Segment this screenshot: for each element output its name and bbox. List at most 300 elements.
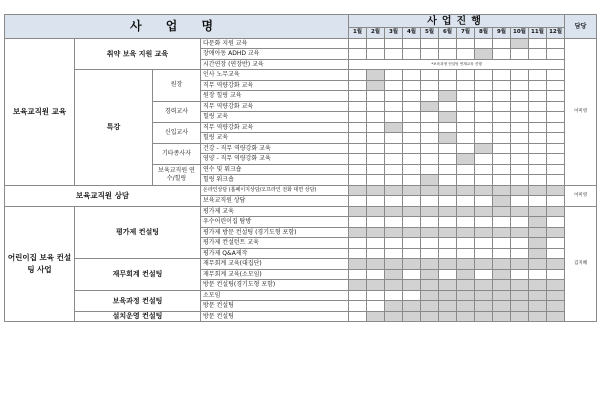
month-cell xyxy=(547,311,565,322)
owner-education: 이미영 xyxy=(565,38,597,185)
month-cell xyxy=(385,185,403,196)
month-cell xyxy=(511,143,529,154)
month-cell xyxy=(403,301,421,312)
month-cell xyxy=(511,259,529,270)
month-cell xyxy=(547,185,565,196)
month-cell xyxy=(547,101,565,112)
month-cell xyxy=(475,248,493,259)
month-cell xyxy=(385,259,403,270)
month-cell xyxy=(349,248,367,259)
group-director: 원장 xyxy=(153,70,201,102)
month-cell xyxy=(439,101,457,112)
month-cell xyxy=(457,290,475,301)
month-cell xyxy=(493,290,511,301)
month-cell xyxy=(349,80,367,91)
month-cell xyxy=(403,154,421,165)
month-cell xyxy=(349,217,367,228)
month-cell xyxy=(511,227,529,238)
month-cell xyxy=(403,196,421,207)
month-cell xyxy=(367,154,385,165)
month-cell xyxy=(529,143,547,154)
month-cell xyxy=(493,70,511,81)
month-cell xyxy=(439,217,457,228)
month-cell xyxy=(439,112,457,123)
month-cell xyxy=(493,206,511,217)
month-cell xyxy=(547,196,565,207)
month-header: 4월 xyxy=(403,28,421,39)
month-cell xyxy=(547,301,565,312)
month-cell xyxy=(493,175,511,186)
month-cell xyxy=(349,112,367,123)
month-cell xyxy=(439,38,457,49)
month-header: 7월 xyxy=(457,28,475,39)
month-cell xyxy=(457,206,475,217)
month-cell xyxy=(439,238,457,249)
month-cell xyxy=(421,238,439,249)
month-cell xyxy=(529,301,547,312)
month-cell xyxy=(475,206,493,217)
month-cell xyxy=(511,269,529,280)
owner-counsel: 이미영 xyxy=(565,185,597,206)
month-cell xyxy=(403,206,421,217)
month-cell xyxy=(457,280,475,291)
month-cell xyxy=(457,70,475,81)
month-cell xyxy=(439,185,457,196)
month-cell xyxy=(421,164,439,175)
month-cell xyxy=(349,38,367,49)
month-cell xyxy=(367,290,385,301)
month-cell xyxy=(385,206,403,217)
month-cell xyxy=(529,101,547,112)
month-cell xyxy=(547,217,565,228)
month-cell xyxy=(421,101,439,112)
row-note: *보육과정 컨설팅 연계교육 진행 xyxy=(349,59,565,70)
month-cell xyxy=(403,175,421,186)
plan-row xyxy=(5,206,597,217)
month-cell xyxy=(475,80,493,91)
subcategory-facility: 설치운영 컨설팅 xyxy=(75,311,201,322)
month-cell xyxy=(457,269,475,280)
month-cell xyxy=(349,196,367,207)
month-cell xyxy=(439,301,457,312)
month-cell xyxy=(457,49,475,60)
month-cell xyxy=(421,175,439,186)
month-cell xyxy=(547,248,565,259)
month-cell xyxy=(475,311,493,322)
month-cell xyxy=(367,248,385,259)
program-item: 우수어린이집 탐방 xyxy=(201,217,349,228)
month-cell xyxy=(457,38,475,49)
month-cell xyxy=(529,154,547,165)
month-cell xyxy=(547,38,565,49)
month-cell xyxy=(547,49,565,60)
month-cell xyxy=(349,269,367,280)
month-cell xyxy=(457,227,475,238)
program-item: 원장 힐링 교육 xyxy=(201,91,349,102)
month-cell xyxy=(439,49,457,60)
month-cell xyxy=(511,280,529,291)
month-cell xyxy=(529,133,547,144)
month-cell xyxy=(457,101,475,112)
program-item: 연수 및 워크숍 xyxy=(201,164,349,175)
header-row-top xyxy=(5,15,597,28)
month-cell xyxy=(349,133,367,144)
month-cell xyxy=(529,238,547,249)
month-cell xyxy=(349,175,367,186)
program-item: 직무 역량강화 교육 xyxy=(201,80,349,91)
group-career-teacher: 경력교사 xyxy=(153,101,201,122)
month-cell xyxy=(457,196,475,207)
month-header: 1월 xyxy=(349,28,367,39)
month-cell xyxy=(493,280,511,291)
month-cell xyxy=(349,280,367,291)
month-cell xyxy=(475,301,493,312)
month-cell xyxy=(421,91,439,102)
month-cell xyxy=(421,154,439,165)
month-cell xyxy=(421,38,439,49)
month-cell xyxy=(529,290,547,301)
month-cell xyxy=(457,143,475,154)
month-cell xyxy=(439,290,457,301)
month-cell xyxy=(385,269,403,280)
month-cell xyxy=(511,91,529,102)
month-cell xyxy=(493,49,511,60)
month-cell xyxy=(349,101,367,112)
month-cell xyxy=(385,112,403,123)
month-cell xyxy=(385,80,403,91)
month-cell xyxy=(439,154,457,165)
month-cell xyxy=(547,154,565,165)
month-header: 11월 xyxy=(529,28,547,39)
month-cell xyxy=(421,301,439,312)
month-cell xyxy=(421,248,439,259)
month-cell xyxy=(511,175,529,186)
month-cell xyxy=(385,70,403,81)
month-cell xyxy=(493,133,511,144)
month-cell xyxy=(547,206,565,217)
month-cell xyxy=(511,185,529,196)
month-cell xyxy=(511,248,529,259)
month-cell xyxy=(367,91,385,102)
month-cell xyxy=(475,217,493,228)
month-cell xyxy=(475,133,493,144)
month-cell xyxy=(493,80,511,91)
business-plan-table-wrapper xyxy=(4,14,596,322)
month-cell xyxy=(439,311,457,322)
month-cell xyxy=(439,70,457,81)
month-cell xyxy=(421,311,439,322)
month-cell xyxy=(367,175,385,186)
month-cell xyxy=(511,70,529,81)
month-cell xyxy=(493,248,511,259)
month-cell xyxy=(529,164,547,175)
month-cell xyxy=(475,91,493,102)
month-cell xyxy=(403,280,421,291)
month-cell xyxy=(493,154,511,165)
month-cell xyxy=(547,280,565,291)
month-cell xyxy=(493,101,511,112)
month-header: 12월 xyxy=(547,28,565,39)
month-cell xyxy=(511,80,529,91)
month-cell xyxy=(547,175,565,186)
month-cell xyxy=(493,269,511,280)
month-cell xyxy=(385,91,403,102)
month-cell xyxy=(529,91,547,102)
month-cell xyxy=(349,206,367,217)
month-cell xyxy=(457,311,475,322)
month-cell xyxy=(457,164,475,175)
month-cell xyxy=(475,259,493,270)
month-cell xyxy=(421,112,439,123)
month-cell xyxy=(475,269,493,280)
month-cell xyxy=(349,290,367,301)
plan-row xyxy=(5,185,597,196)
month-cell xyxy=(385,154,403,165)
month-cell xyxy=(421,80,439,91)
month-cell xyxy=(493,164,511,175)
month-cell xyxy=(349,301,367,312)
program-item: 방문 컨설팅(경기도형 포함) xyxy=(201,280,349,291)
month-cell xyxy=(439,164,457,175)
month-cell xyxy=(367,259,385,270)
month-cell xyxy=(385,227,403,238)
month-cell xyxy=(403,112,421,123)
month-cell xyxy=(349,227,367,238)
month-cell xyxy=(493,196,511,207)
month-cell xyxy=(367,185,385,196)
month-cell xyxy=(421,49,439,60)
month-cell xyxy=(367,311,385,322)
month-cell xyxy=(403,227,421,238)
month-cell xyxy=(529,269,547,280)
month-cell xyxy=(421,227,439,238)
plan-row xyxy=(5,259,597,270)
month-header: 3월 xyxy=(385,28,403,39)
month-cell xyxy=(403,185,421,196)
month-cell xyxy=(529,112,547,123)
month-cell xyxy=(439,143,457,154)
program-item: 직무 역량강화 교육 xyxy=(201,122,349,133)
month-cell xyxy=(475,143,493,154)
month-cell xyxy=(493,217,511,228)
month-cell xyxy=(367,301,385,312)
month-cell xyxy=(385,38,403,49)
plan-row xyxy=(5,290,597,301)
month-cell xyxy=(403,49,421,60)
month-cell xyxy=(511,112,529,123)
month-header: 9월 xyxy=(493,28,511,39)
month-cell xyxy=(403,133,421,144)
month-cell xyxy=(511,217,529,228)
month-cell xyxy=(493,143,511,154)
month-cell xyxy=(439,80,457,91)
month-cell xyxy=(385,133,403,144)
month-cell xyxy=(367,227,385,238)
month-cell xyxy=(457,301,475,312)
month-cell xyxy=(529,259,547,270)
month-cell xyxy=(349,122,367,133)
month-cell xyxy=(403,164,421,175)
month-cell xyxy=(385,143,403,154)
month-cell xyxy=(367,122,385,133)
month-cell xyxy=(403,143,421,154)
month-cell xyxy=(439,175,457,186)
month-cell xyxy=(475,196,493,207)
month-cell xyxy=(367,70,385,81)
program-item: 직무 역량강화 교육 xyxy=(201,101,349,112)
month-cell xyxy=(439,206,457,217)
month-cell xyxy=(475,238,493,249)
month-cell xyxy=(511,290,529,301)
month-cell xyxy=(421,196,439,207)
month-cell xyxy=(385,311,403,322)
month-cell xyxy=(493,311,511,322)
program-item: 평가제 교육 xyxy=(201,206,349,217)
category-staff-counsel: 보육교직원 상담 xyxy=(5,185,201,206)
month-cell xyxy=(529,122,547,133)
month-cell xyxy=(367,49,385,60)
month-cell xyxy=(511,38,529,49)
month-cell xyxy=(493,185,511,196)
month-cell xyxy=(349,143,367,154)
program-item: 영양 - 직무 역량강화 교육 xyxy=(201,154,349,165)
month-cell xyxy=(547,227,565,238)
month-cell xyxy=(439,196,457,207)
month-cell xyxy=(385,290,403,301)
month-cell xyxy=(547,91,565,102)
program-item: 장애아동 ADHD 교육 xyxy=(201,49,349,60)
program-item: 건강 - 직무 역량강화 교육 xyxy=(201,143,349,154)
month-cell xyxy=(457,80,475,91)
month-cell xyxy=(385,301,403,312)
month-cell xyxy=(475,185,493,196)
month-cell xyxy=(547,133,565,144)
month-cell xyxy=(349,70,367,81)
month-cell xyxy=(349,259,367,270)
business-name-header: 사 업 명 xyxy=(5,15,349,39)
month-cell xyxy=(403,217,421,228)
month-cell xyxy=(493,38,511,49)
month-cell xyxy=(457,112,475,123)
month-cell xyxy=(349,164,367,175)
month-cell xyxy=(421,206,439,217)
subcategory-curriculum: 보육과정 컨설팅 xyxy=(75,290,201,311)
month-cell xyxy=(385,175,403,186)
month-cell xyxy=(421,122,439,133)
month-cell xyxy=(439,269,457,280)
progress-header: 사업진행 xyxy=(349,15,565,28)
month-cell xyxy=(529,196,547,207)
month-cell xyxy=(403,122,421,133)
month-cell xyxy=(367,80,385,91)
plan-row xyxy=(5,38,597,49)
plan-row xyxy=(5,70,597,81)
month-header: 5월 xyxy=(421,28,439,39)
month-header: 10월 xyxy=(511,28,529,39)
month-cell xyxy=(385,238,403,249)
month-cell xyxy=(547,269,565,280)
month-cell xyxy=(529,70,547,81)
month-cell xyxy=(385,196,403,207)
month-cell xyxy=(529,38,547,49)
month-cell xyxy=(367,238,385,249)
month-cell xyxy=(547,290,565,301)
month-cell xyxy=(493,259,511,270)
month-cell xyxy=(349,311,367,322)
category-consulting: 어린이집 보육 컨설팅 사업 xyxy=(5,206,75,322)
group-new-teacher: 신입교사 xyxy=(153,122,201,143)
month-cell xyxy=(511,101,529,112)
program-item: 온라인상담 (홈페이지상담/오프라인 전화 대면 상담) xyxy=(201,185,349,196)
month-cell xyxy=(403,290,421,301)
month-cell xyxy=(511,206,529,217)
month-header: 2월 xyxy=(367,28,385,39)
month-cell xyxy=(421,185,439,196)
program-item: 재무회계 교육(대집단) xyxy=(201,259,349,270)
program-item: 힐링 워크숍 xyxy=(201,175,349,186)
month-cell xyxy=(367,38,385,49)
month-cell xyxy=(457,238,475,249)
month-cell xyxy=(511,301,529,312)
month-cell xyxy=(547,164,565,175)
month-cell xyxy=(547,238,565,249)
subcategory-finance: 재무회계 컨설팅 xyxy=(75,259,201,291)
month-cell xyxy=(547,122,565,133)
program-item: 평가제 Q&A제작 xyxy=(201,248,349,259)
business-plan-table xyxy=(4,14,597,322)
month-cell xyxy=(529,227,547,238)
program-item: 시간연장 (연장반) 교육 xyxy=(201,59,349,70)
month-cell xyxy=(385,101,403,112)
month-cell xyxy=(547,143,565,154)
program-item: 소모임 xyxy=(201,290,349,301)
month-cell xyxy=(493,227,511,238)
month-cell xyxy=(367,112,385,123)
subcategory-evaluation: 평가제 컨설팅 xyxy=(75,206,201,259)
program-item: 힐링 교육 xyxy=(201,133,349,144)
month-cell xyxy=(403,38,421,49)
month-cell xyxy=(421,217,439,228)
month-cell xyxy=(349,238,367,249)
month-cell xyxy=(367,217,385,228)
month-cell xyxy=(367,133,385,144)
subcategory-special-lecture: 특강 xyxy=(75,70,153,186)
month-cell xyxy=(529,49,547,60)
month-cell xyxy=(475,49,493,60)
month-cell xyxy=(511,122,529,133)
month-cell xyxy=(403,259,421,270)
month-cell xyxy=(529,280,547,291)
month-cell xyxy=(367,143,385,154)
month-cell xyxy=(529,248,547,259)
program-item: 인사 노무교육 xyxy=(201,70,349,81)
month-cell xyxy=(529,311,547,322)
month-cell xyxy=(547,112,565,123)
month-cell xyxy=(457,248,475,259)
month-cell xyxy=(367,206,385,217)
owner-header: 담당 xyxy=(565,15,597,39)
month-cell xyxy=(403,238,421,249)
subcategory-special-support: 취약 보육 지원 교육 xyxy=(75,38,201,70)
month-header: 8월 xyxy=(475,28,493,39)
month-cell xyxy=(547,259,565,270)
month-cell xyxy=(403,70,421,81)
month-cell xyxy=(475,164,493,175)
month-cell xyxy=(385,49,403,60)
month-cell xyxy=(475,112,493,123)
month-cell xyxy=(493,238,511,249)
month-cell xyxy=(457,259,475,270)
